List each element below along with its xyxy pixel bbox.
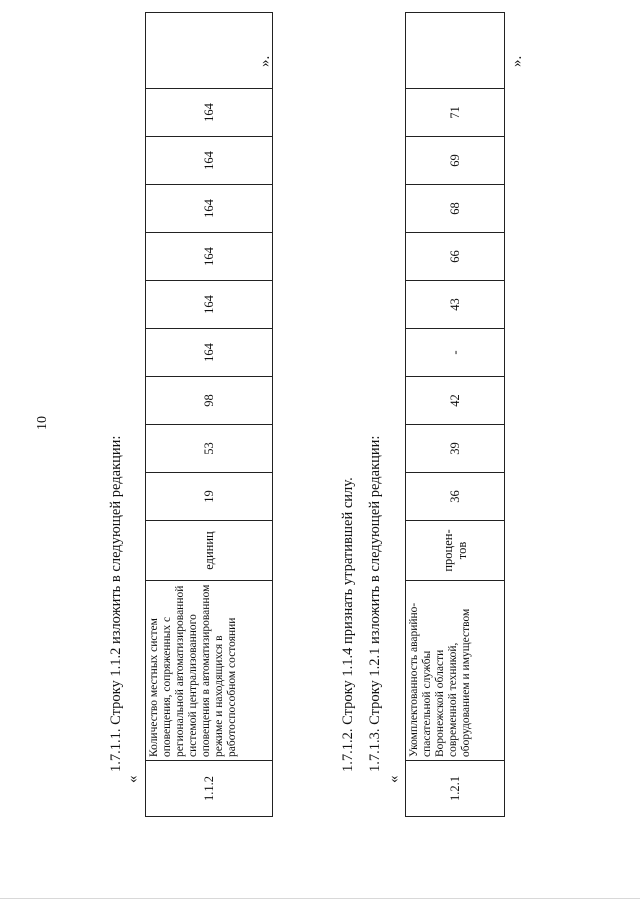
row-code: 1.2.1 (406, 761, 505, 817)
value-cell: 43 (406, 281, 505, 329)
value-cell: 53 (146, 425, 273, 473)
instruction-1-7-1-3: 1.7.1.3. Строку 1.2.1 изложить в следующей редакции: (367, 435, 383, 772)
indicator-name: Укомплектованность аварийно-спасательной службы Воронежской области современной техникой, оборудованием и имуществом (406, 581, 505, 761)
empty-cell (146, 13, 273, 89)
table-row (146, 13, 273, 817)
instruction-1-7-1-2: 1.7.1.2. Строку 1.1.4 признать утратившей силу. (340, 477, 356, 772)
table-row (406, 13, 505, 817)
instruction-1-7-1-1: 1.7.1.1. Строку 1.1.2 изложить в следующей редакции: (108, 435, 124, 772)
value-cell: 164 (146, 137, 273, 185)
value-cell: 68 (406, 185, 505, 233)
unit-cell: процен-тов (406, 521, 505, 581)
value-cell: 98 (146, 377, 273, 425)
indicator-table-row-1-2-1 (405, 12, 505, 817)
value-cell: 36 (406, 473, 505, 521)
indicator-name: Количество местных систем оповещения, сопряженных с региональной автоматизированной системой централизованного оповещения в автоматизированном режиме и находящихся в работоспособном состоянии (146, 581, 273, 761)
value-cell: - (406, 329, 505, 377)
value-cell: 42 (406, 377, 505, 425)
value-cell: 164 (146, 185, 273, 233)
value-cell: 66 (406, 233, 505, 281)
value-cell: 19 (146, 473, 273, 521)
value-cell: 164 (146, 281, 273, 329)
opening-quote-1: « (125, 775, 141, 783)
page-number: 10 (35, 416, 50, 430)
value-cell: 39 (406, 425, 505, 473)
value-cell: 164 (146, 329, 273, 377)
value-cell: 164 (146, 233, 273, 281)
row-code: 1.1.2 (146, 761, 273, 817)
closing-quote-2: ». (509, 55, 525, 67)
unit-cell: единиц (146, 521, 273, 581)
indicator-table-row-1-1-2 (145, 12, 273, 817)
closing-quote-1: ». (257, 55, 273, 67)
value-cell: 69 (406, 137, 505, 185)
opening-quote-2: « (386, 775, 402, 783)
value-cell: 164 (146, 89, 273, 137)
value-cell: 71 (406, 89, 505, 137)
scan-edge-divider (0, 898, 640, 899)
empty-cell (406, 13, 505, 89)
